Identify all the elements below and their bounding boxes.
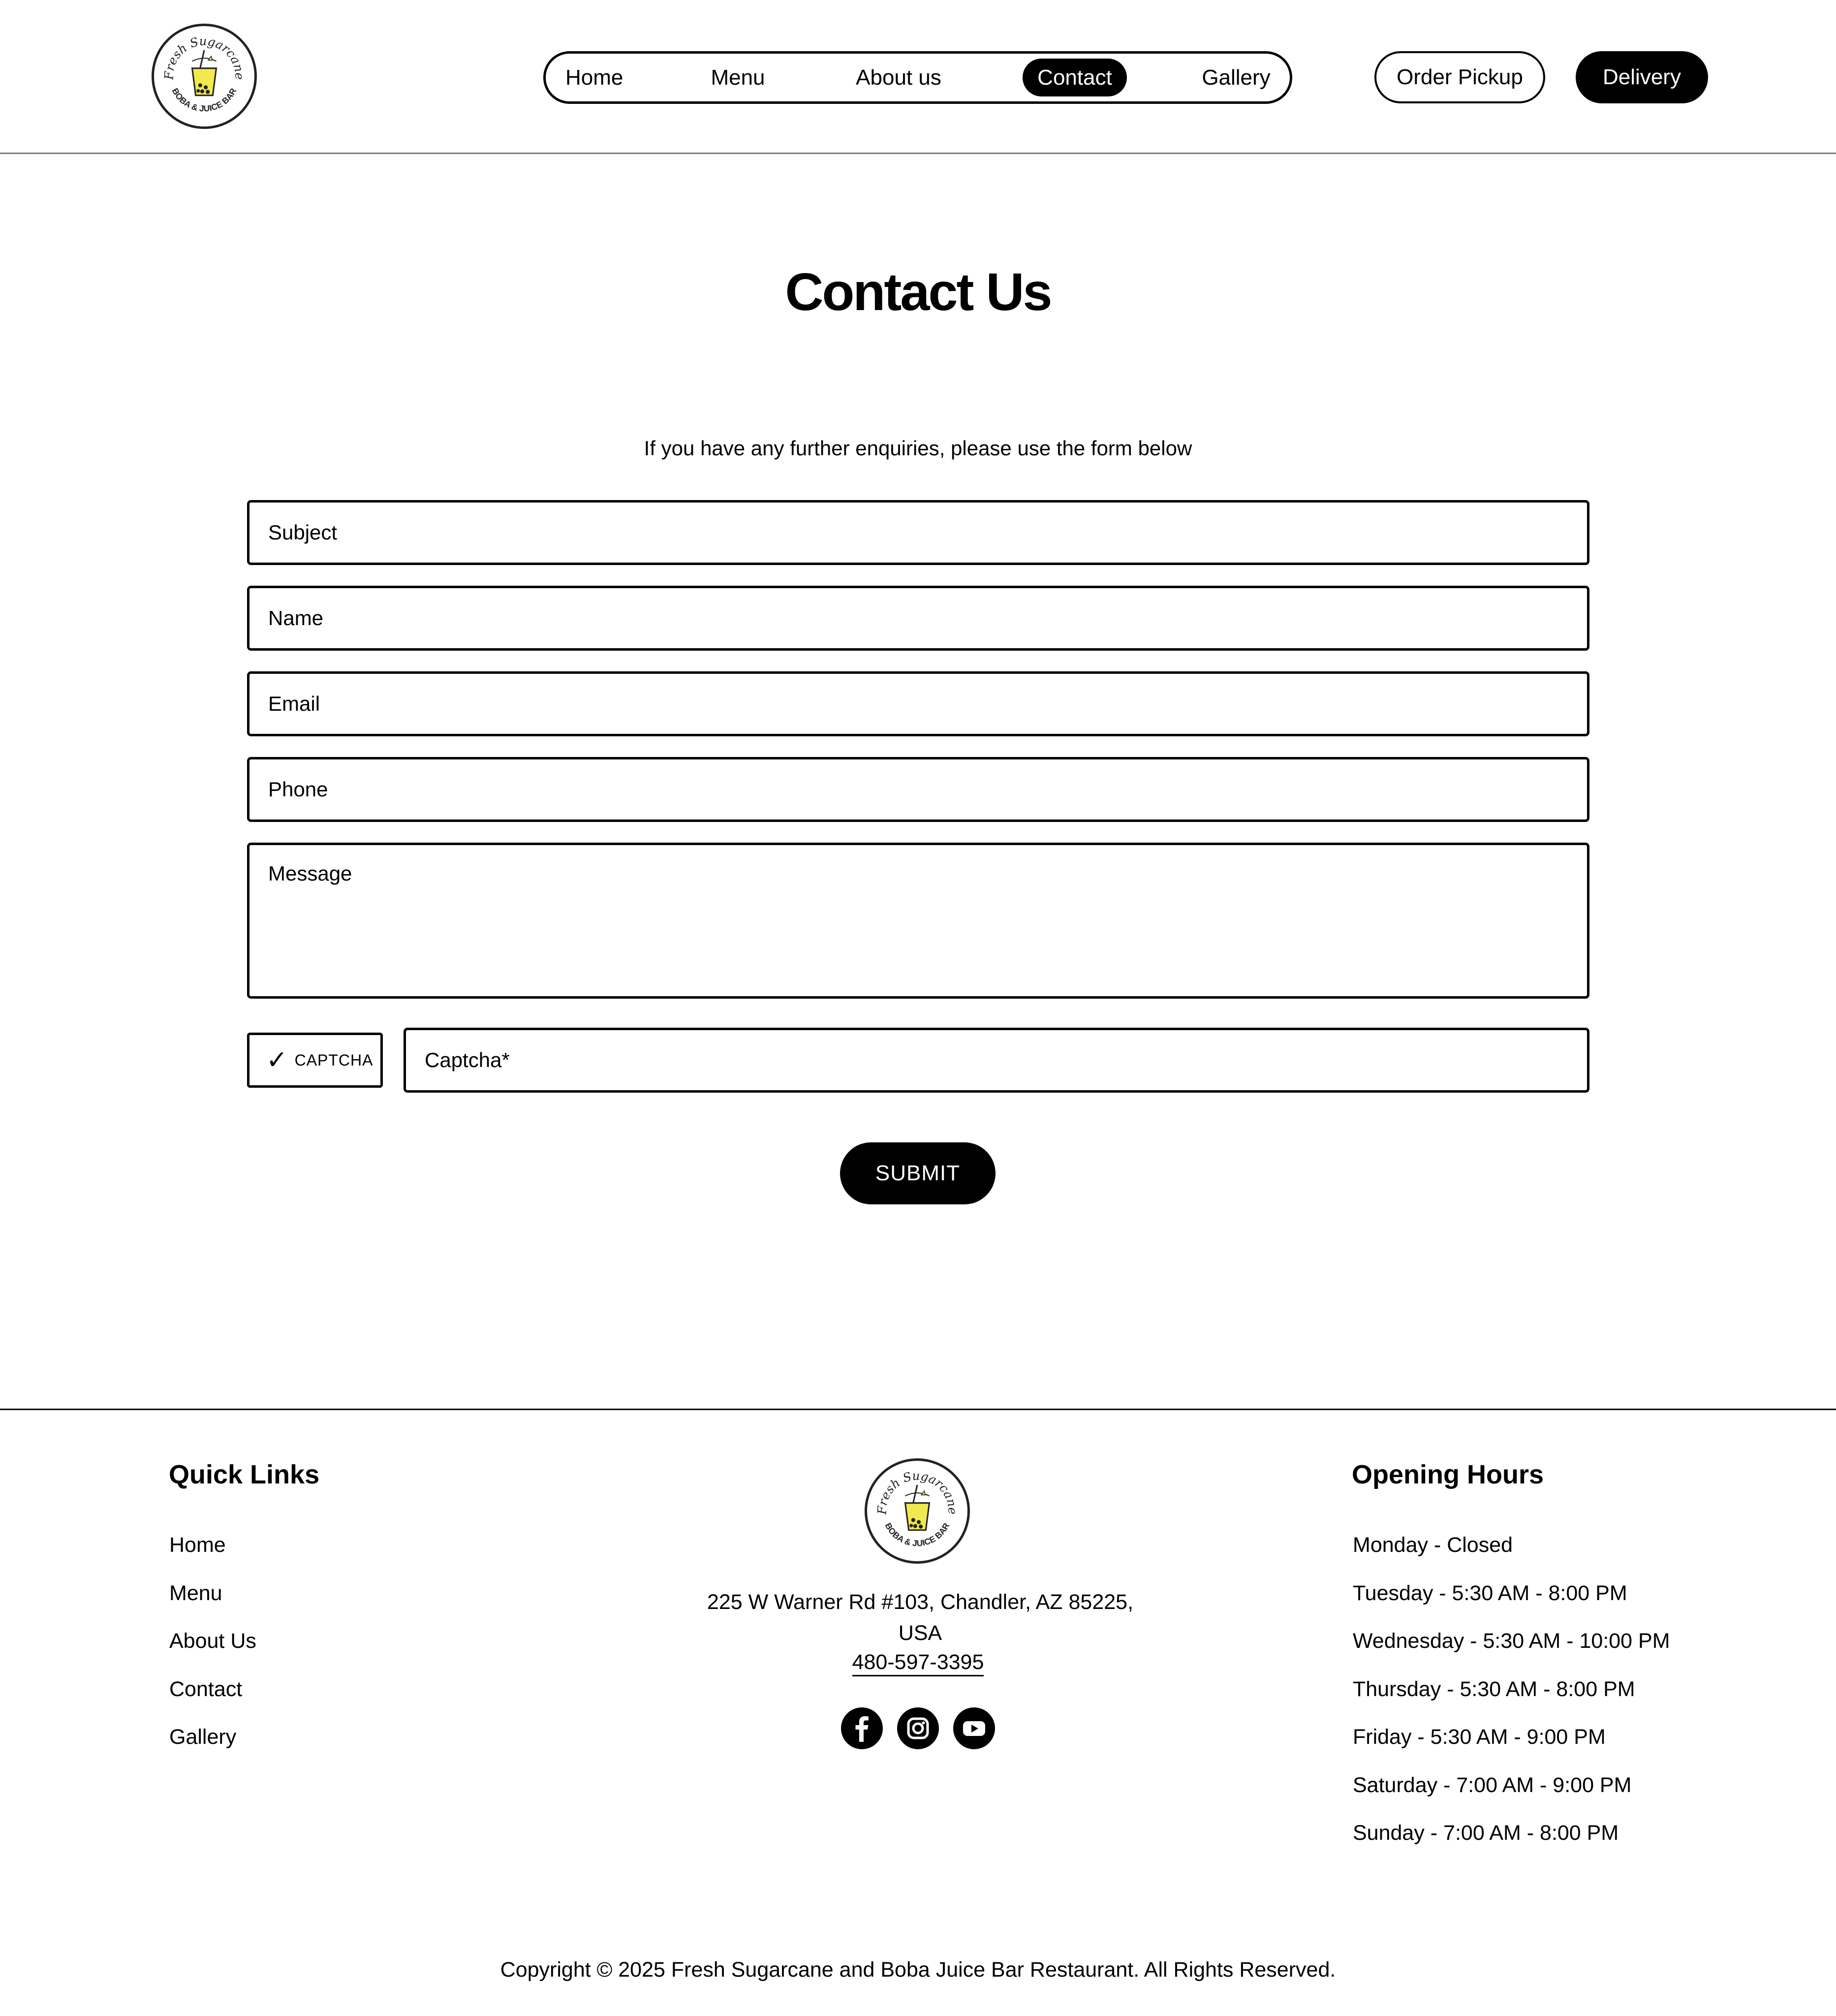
email-input[interactable]	[247, 671, 1589, 736]
opening-hours-heading: Opening Hours	[1352, 1460, 1544, 1489]
hours-sunday: Sunday - 7:00 AM - 8:00 PM	[1353, 1821, 1619, 1845]
nav-about[interactable]: About us	[856, 65, 941, 90]
address-line-1: 225 W Warner Rd #103, Chandler, AZ 85225,	[707, 1590, 1134, 1614]
page-title: Contact Us	[785, 262, 1051, 321]
check-icon: ✓	[266, 1046, 288, 1074]
facebook-icon	[841, 1707, 883, 1749]
nav-contact[interactable]: Contact	[1023, 59, 1127, 96]
form-intro-text: If you have any further enquiries, please use the form below	[644, 437, 1192, 460]
hours-thursday: Thursday - 5:30 AM - 8:00 PM	[1353, 1677, 1635, 1701]
footer-link-gallery[interactable]: Gallery	[169, 1725, 237, 1749]
submit-button[interactable]: SUBMIT	[840, 1142, 996, 1204]
phone-input[interactable]	[247, 757, 1589, 822]
footer-link-about[interactable]: About Us	[169, 1629, 256, 1653]
svg-text:Fresh Sugarcane: Fresh Sugarcane	[874, 1468, 960, 1515]
youtube-link[interactable]	[953, 1707, 995, 1749]
address	[699, 1587, 1142, 1649]
hours-monday: Monday - Closed	[1353, 1533, 1513, 1557]
nav-home[interactable]: Home	[565, 65, 623, 90]
captcha-label: CAPTCHA	[294, 1051, 373, 1069]
site-header	[0, 0, 1836, 154]
subject-input[interactable]	[247, 500, 1589, 565]
quick-links-heading: Quick Links	[169, 1460, 320, 1489]
instagram-link[interactable]	[897, 1707, 939, 1749]
footer-divider	[0, 1409, 1836, 1410]
captcha-widget[interactable]	[247, 1033, 383, 1088]
delivery-button[interactable]: Delivery	[1576, 51, 1708, 103]
main-nav	[543, 51, 1292, 104]
captcha-input[interactable]	[404, 1028, 1589, 1093]
copyright-text: Copyright © 2025 Fresh Sugarcane and Boba Juice Bar Restaurant. All Rights Reserved.	[500, 1958, 1336, 1982]
hours-saturday: Saturday - 7:00 AM - 9:00 PM	[1353, 1773, 1632, 1797]
youtube-icon	[953, 1707, 995, 1749]
boba-cup-logo-icon	[154, 26, 254, 126]
name-input[interactable]	[247, 586, 1589, 651]
facebook-link[interactable]	[841, 1707, 883, 1749]
header-logo[interactable]	[152, 24, 257, 129]
hours-wednesday: Wednesday - 5:30 AM - 10:00 PM	[1353, 1629, 1670, 1653]
nav-gallery[interactable]: Gallery	[1202, 65, 1271, 90]
nav-menu[interactable]: Menu	[711, 65, 765, 90]
footer-link-home[interactable]: Home	[169, 1533, 226, 1557]
hours-friday: Friday - 5:30 AM - 9:00 PM	[1353, 1725, 1606, 1749]
boba-cup-logo-icon	[867, 1461, 967, 1561]
message-textarea[interactable]	[247, 843, 1589, 999]
svg-text:BOBA & JUICE BAR: BOBA & JUICE BAR	[883, 1521, 952, 1548]
hours-tuesday: Tuesday - 5:30 AM - 8:00 PM	[1353, 1581, 1627, 1605]
phone-row	[0, 1650, 1836, 1674]
address-line-2: USA	[898, 1621, 942, 1645]
footer-link-menu[interactable]: Menu	[169, 1581, 222, 1605]
svg-text:BOBA & JUICE BAR: BOBA & JUICE BAR	[170, 86, 239, 114]
svg-text:Fresh Sugarcane: Fresh Sugarcane	[161, 33, 247, 80]
footer-logo[interactable]	[865, 1458, 970, 1564]
instagram-icon	[897, 1707, 939, 1749]
phone-link[interactable]: 480-597-3395	[852, 1650, 984, 1676]
order-pickup-button[interactable]: Order Pickup	[1374, 51, 1545, 103]
footer-link-contact[interactable]: Contact	[169, 1677, 243, 1701]
